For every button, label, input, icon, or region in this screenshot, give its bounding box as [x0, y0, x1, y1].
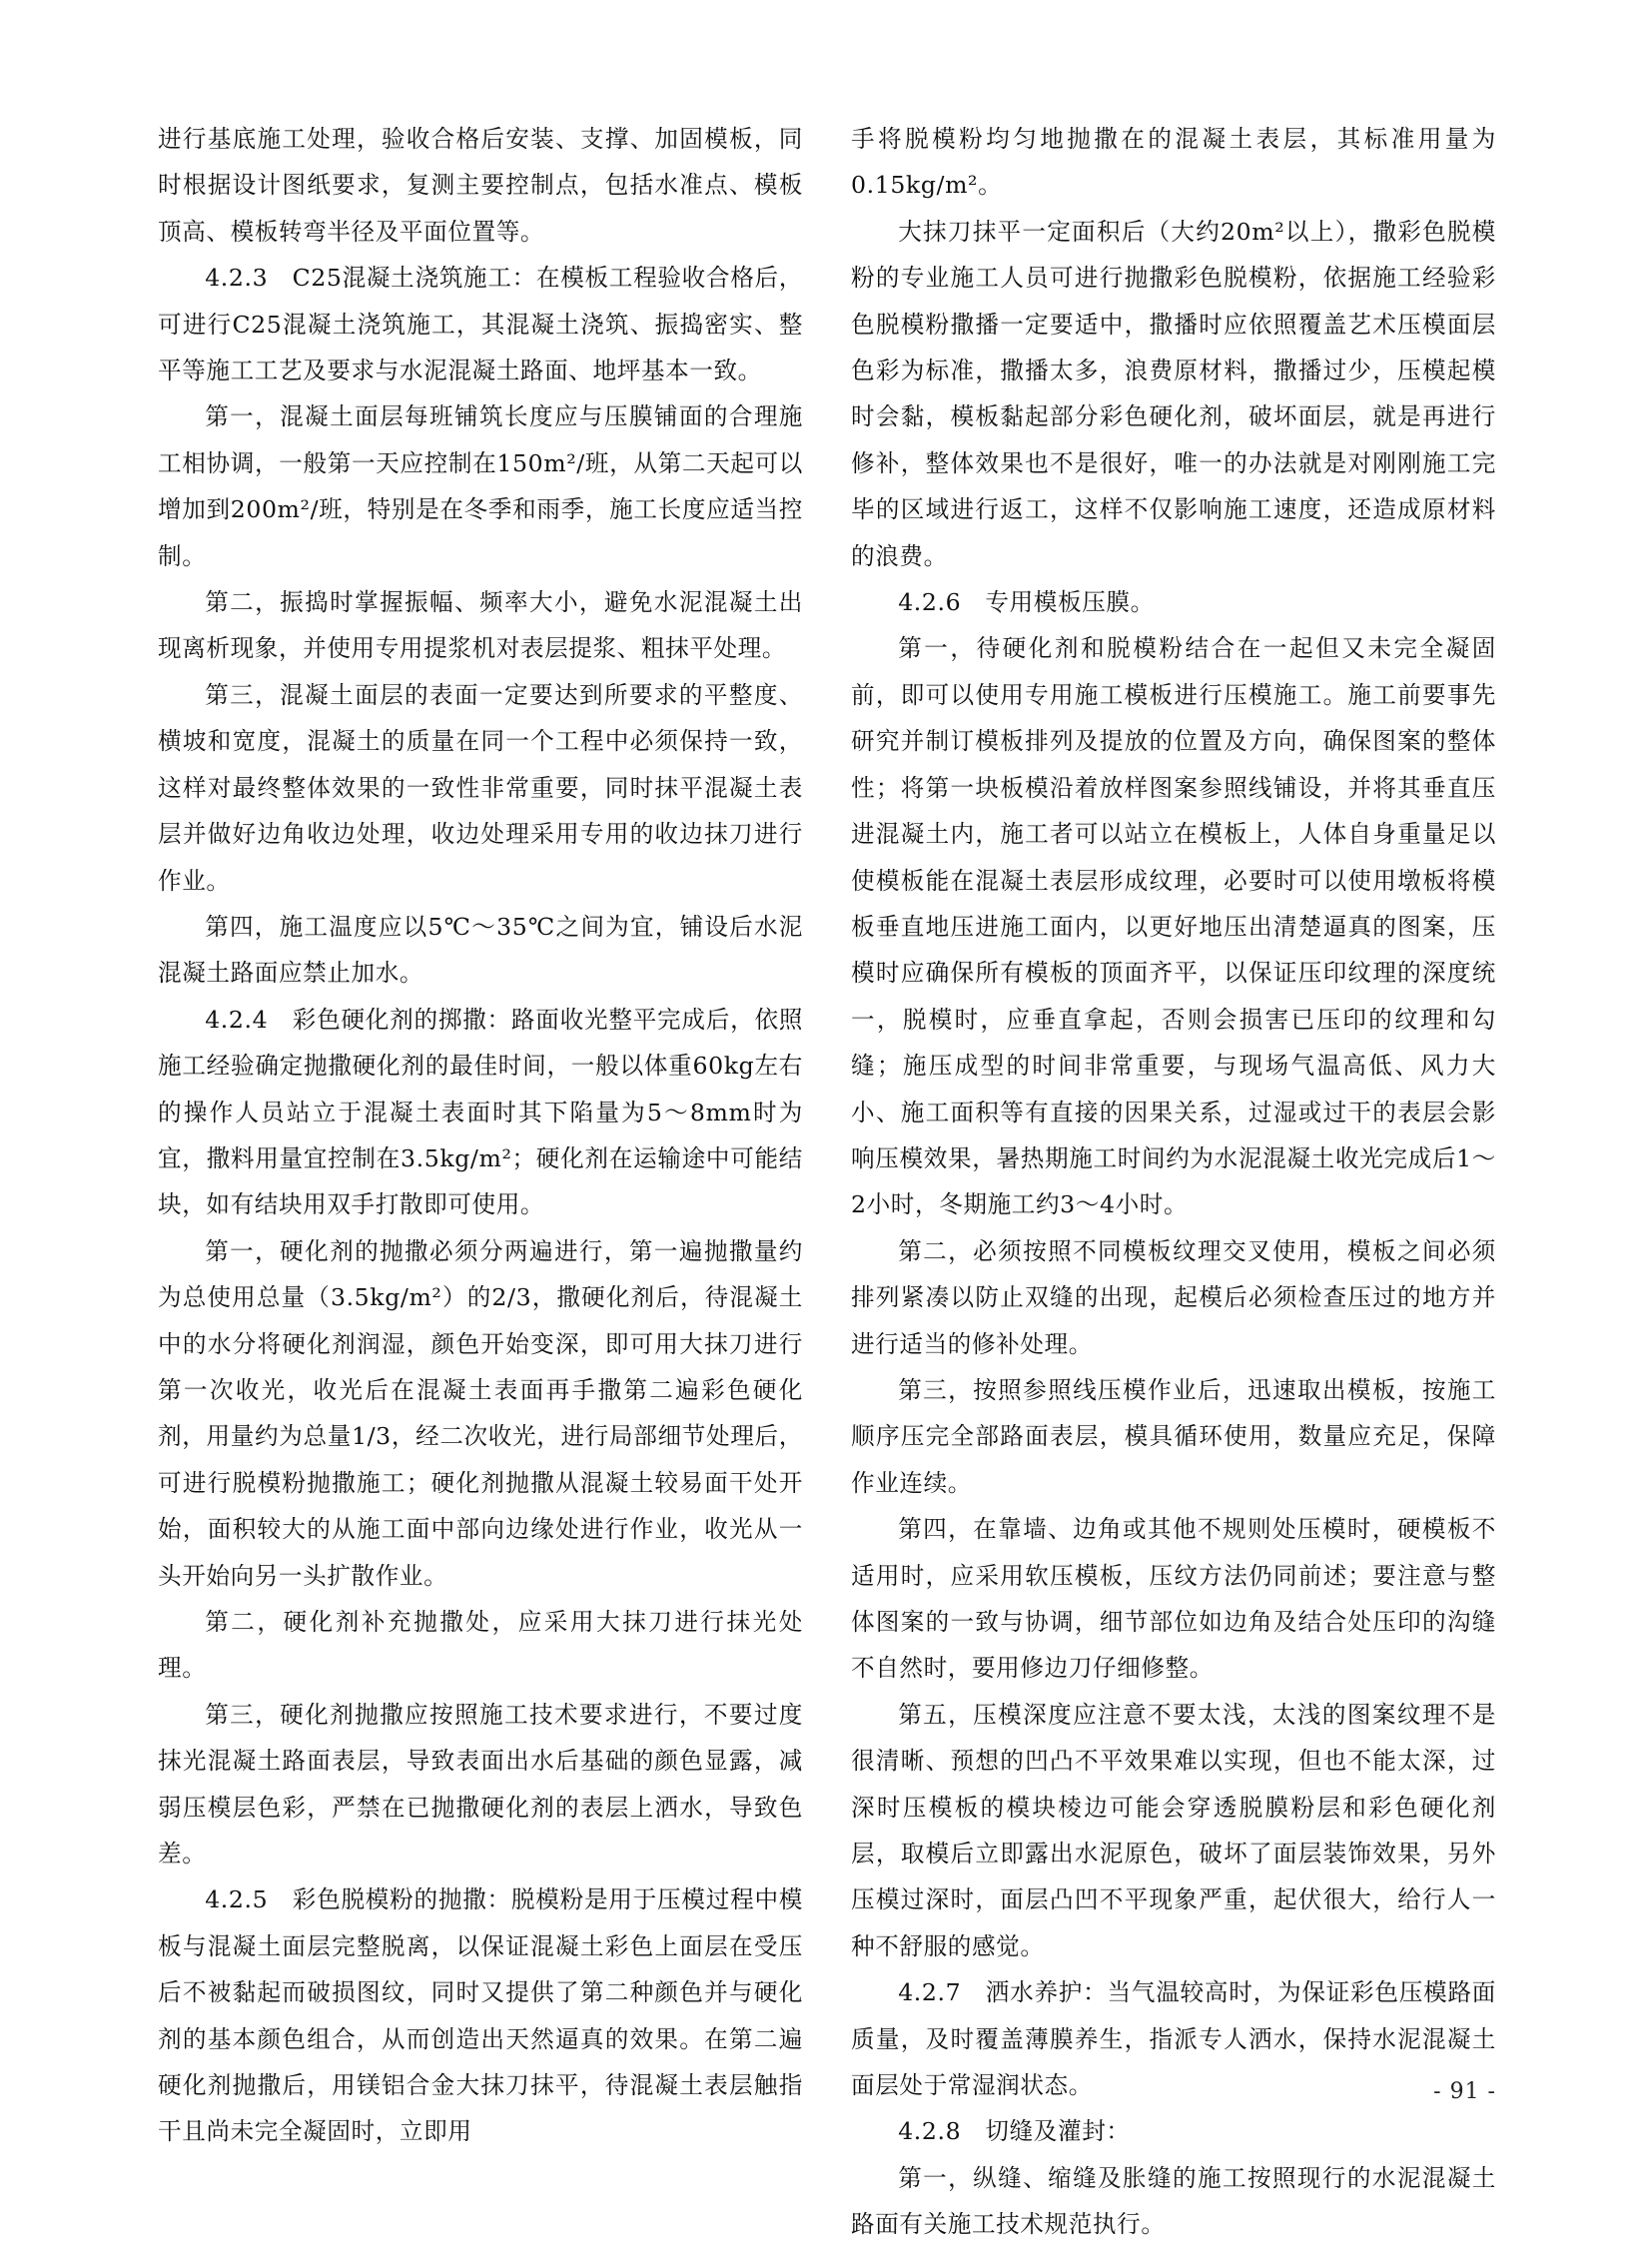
paragraph: 第一，硬化剂的抛撒必须分两遍进行，第一遍抛撒量约为总使用总量（3.5kg/m²）的2/3，撒硬化剂后，待混凝土中的水分将硬化剂润湿，颜色开始变深，即可用大抹刀进行第一次收光，收光后在混凝土表面再手撒第二遍彩色硬化剂，用量约为总量1/3，经二次收光，进行局部细节处理后，可进行脱模粉抛撒施工；硬化剂抛撒从混凝土较易面干处开始，面积较大的从施工面中部向边缘处进行作业，收光从一头开始向另一头扩散作业。 [158, 1236, 803, 1590]
paragraph: 进行基底施工处理，验收合格后安装、支撑、加固模板，同时根据设计图纸要求，复测主要控制点，包括水准点、模板顶高、模板转弯半径及平面位置等。 [158, 125, 803, 246]
paragraph: 第三，硬化剂抛撒应按照施工技术要求进行，不要过度抹光混凝土路面表层，导致表面出水后基础的颜色显露，减弱压模层色彩，严禁在已抛撒硬化剂的表层上洒水，导致色差。 [158, 1700, 803, 1869]
paragraph: 第一，待硬化剂和脱模粉结合在一起但又未完全凝固前，即可以使用专用施工模板进行压模施工。施工前要事先研究并制订模板排列及提放的位置及方向，确保图案的整体性；将第一块板模沿着放样图案参照线铺设，并将其垂直压进混凝土内，施工者可以站立在模板上，人体自身重量足以使模板能在混凝土表层形成纹理，必要时可以使用墩板将模板垂直地压进施工面内，以更好地压出清楚逼真的图案，压模时应确保所有模板的顶面齐平，以保证压印纹理的深度统一，脱模时，应垂直拿起，否则会损害已压印的纹理和勾缝；施压成型的时间非常重要，与现场气温高低、风力大小、施工面积等有直接的因果关系，过湿或过干的表层会影响压模效果，暑热期施工时间约为水泥混凝土收光完成后1～2小时，冬期施工约3～4小时。 [851, 634, 1496, 1219]
paragraph: 第五，压模深度应注意不要太浅，太浅的图案纹理不是很清晰、预想的凹凸不平效果难以实现，但也不能太深，过深时压模板的模块棱边可能会穿透脱膜粉层和彩色硬化剂层，取模后立即露出水泥原色，破坏了面层装饰效果，另外压模过深时，面层凸凹不平现象严重，起伏很大，给行人一种不舒服的感觉。 [851, 1700, 1496, 1960]
paragraph: 4.2.8 切缝及灌封： [898, 2117, 1131, 2146]
paragraph: 4.2.3 C25混凝土浇筑施工：在模板工程验收合格后，可进行C25混凝土浇筑施工，其混凝土浇筑、振捣密实、整平等施工工艺及要求与水泥混凝土路面、地坪基本一致。 [158, 264, 803, 385]
paragraph: 手将脱模粉均匀地抛撒在的混凝土表层，其标准用量为0.15kg/m²。 [851, 125, 1496, 200]
paragraph: 4.2.4 彩色硬化剂的掷撒：路面收光整平完成后，依照施工经验确定抛撒硬化剂的最佳时间，一般以体重60kg左右的操作人员站立于混凝土表面时其下陷量为5～8mm时为宜，撒料用量宜控制在3.5kg/m²；硬化剂在运输途中可能结块，如有结块用双手打散即可使用。 [158, 1005, 803, 1219]
paragraph: 4.2.6 专用模板压膜。 [898, 588, 1155, 617]
left-text-column [158, 116, 803, 2155]
paragraph: 第一，混凝土面层每班铺筑长度应与压膜铺面的合理施工相协调，一般第一天应控制在150m²/班，从第二天起可以增加到200m²/班，特别是在冬季和雨季，施工长度应适当控制。 [158, 402, 803, 570]
right-text-column [851, 116, 1496, 2248]
paragraph: 第二，硬化剂补充抛撒处，应采用大抹刀进行抹光处理。 [158, 1608, 803, 1683]
paragraph: 第二，必须按照不同模板纹理交叉使用，模板之间必须排列紧凑以防止双缝的出现，起模后必须检查压过的地方并进行适当的修补处理。 [851, 1236, 1496, 1358]
paragraph: 4.2.7 洒水养护：当气温较高时，为保证彩色压模路面质量，及时覆盖薄膜养生，指派专人洒水，保持水泥混凝土面层处于常湿润状态。 [851, 1978, 1496, 2100]
paragraph: 第三，按照参照线压模作业后，迅速取出模板，按施工顺序压完全部路面表层，模具循环使用，数量应充足，保障作业连续。 [851, 1375, 1496, 1497]
paragraph: 第三，混凝土面层的表面一定要达到所要求的平整度、横坡和宽度，混凝土的质量在同一个工程中必须保持一致，这样对最终整体效果的一致性非常重要，同时抹平混凝土表层并做好边角收边处理，收边处理采用专用的收边抹刀进行作业。 [158, 680, 803, 895]
paragraph: 大抹刀抹平一定面积后（大约20m²以上），撒彩色脱模粉的专业施工人员可进行抛撒彩色脱模粉，依据施工经验彩色脱模粉撒播一定要适中，撒播时应依照覆盖艺术压模面层色彩为标准，撒播太多，浪费原材料，撒播过少，压模起模时会黏，模板黏起部分彩色硬化剂，破坏面层，就是再进行修补，整体效果也不是很好，唯一的办法就是对刚刚施工完毕的区域进行返工，这样不仅影响施工速度，还造成原材料的浪费。 [851, 217, 1496, 570]
paragraph: 第一，纵缝、缩缝及胀缝的施工按照现行的水泥混凝土路面有关施工技术规范执行。 [851, 2163, 1496, 2239]
paragraph: 4.2.5 彩色脱模粉的抛撒：脱模粉是用于压模过程中模板与混凝土面层完整脱离，以保证混凝土彩色上面层在受压后不被黏起而破损图纹，同时又提供了第二种颜色并与硬化剂的基本颜色组合，从而创造出天然逼真的效果。在第二遍硬化剂抛撒后，用镁铝合金大抹刀抹平，待混凝土表层触指干且尚未完全凝固时，立即用 [158, 1885, 803, 2146]
page-number: - 91 - [1433, 2079, 1496, 2104]
paragraph: 第四，施工温度应以5℃～35℃之间为宜，铺设后水泥混凝土路面应禁止加水。 [158, 912, 803, 988]
paragraph: 第二，振捣时掌握振幅、频率大小，避免水泥混凝土出现离析现象，并使用专用提浆机对表层提浆、粗抹平处理。 [158, 588, 803, 663]
paragraph: 第四，在靠墙、边角或其他不规则处压模时，硬模板不适用时，应采用软压模板，压纹方法仍同前述；要注意与整体图案的一致与协调，细节部位如边角及结合处压印的沟缝不自然时，要用修边刀仔细修整。 [851, 1515, 1496, 1683]
